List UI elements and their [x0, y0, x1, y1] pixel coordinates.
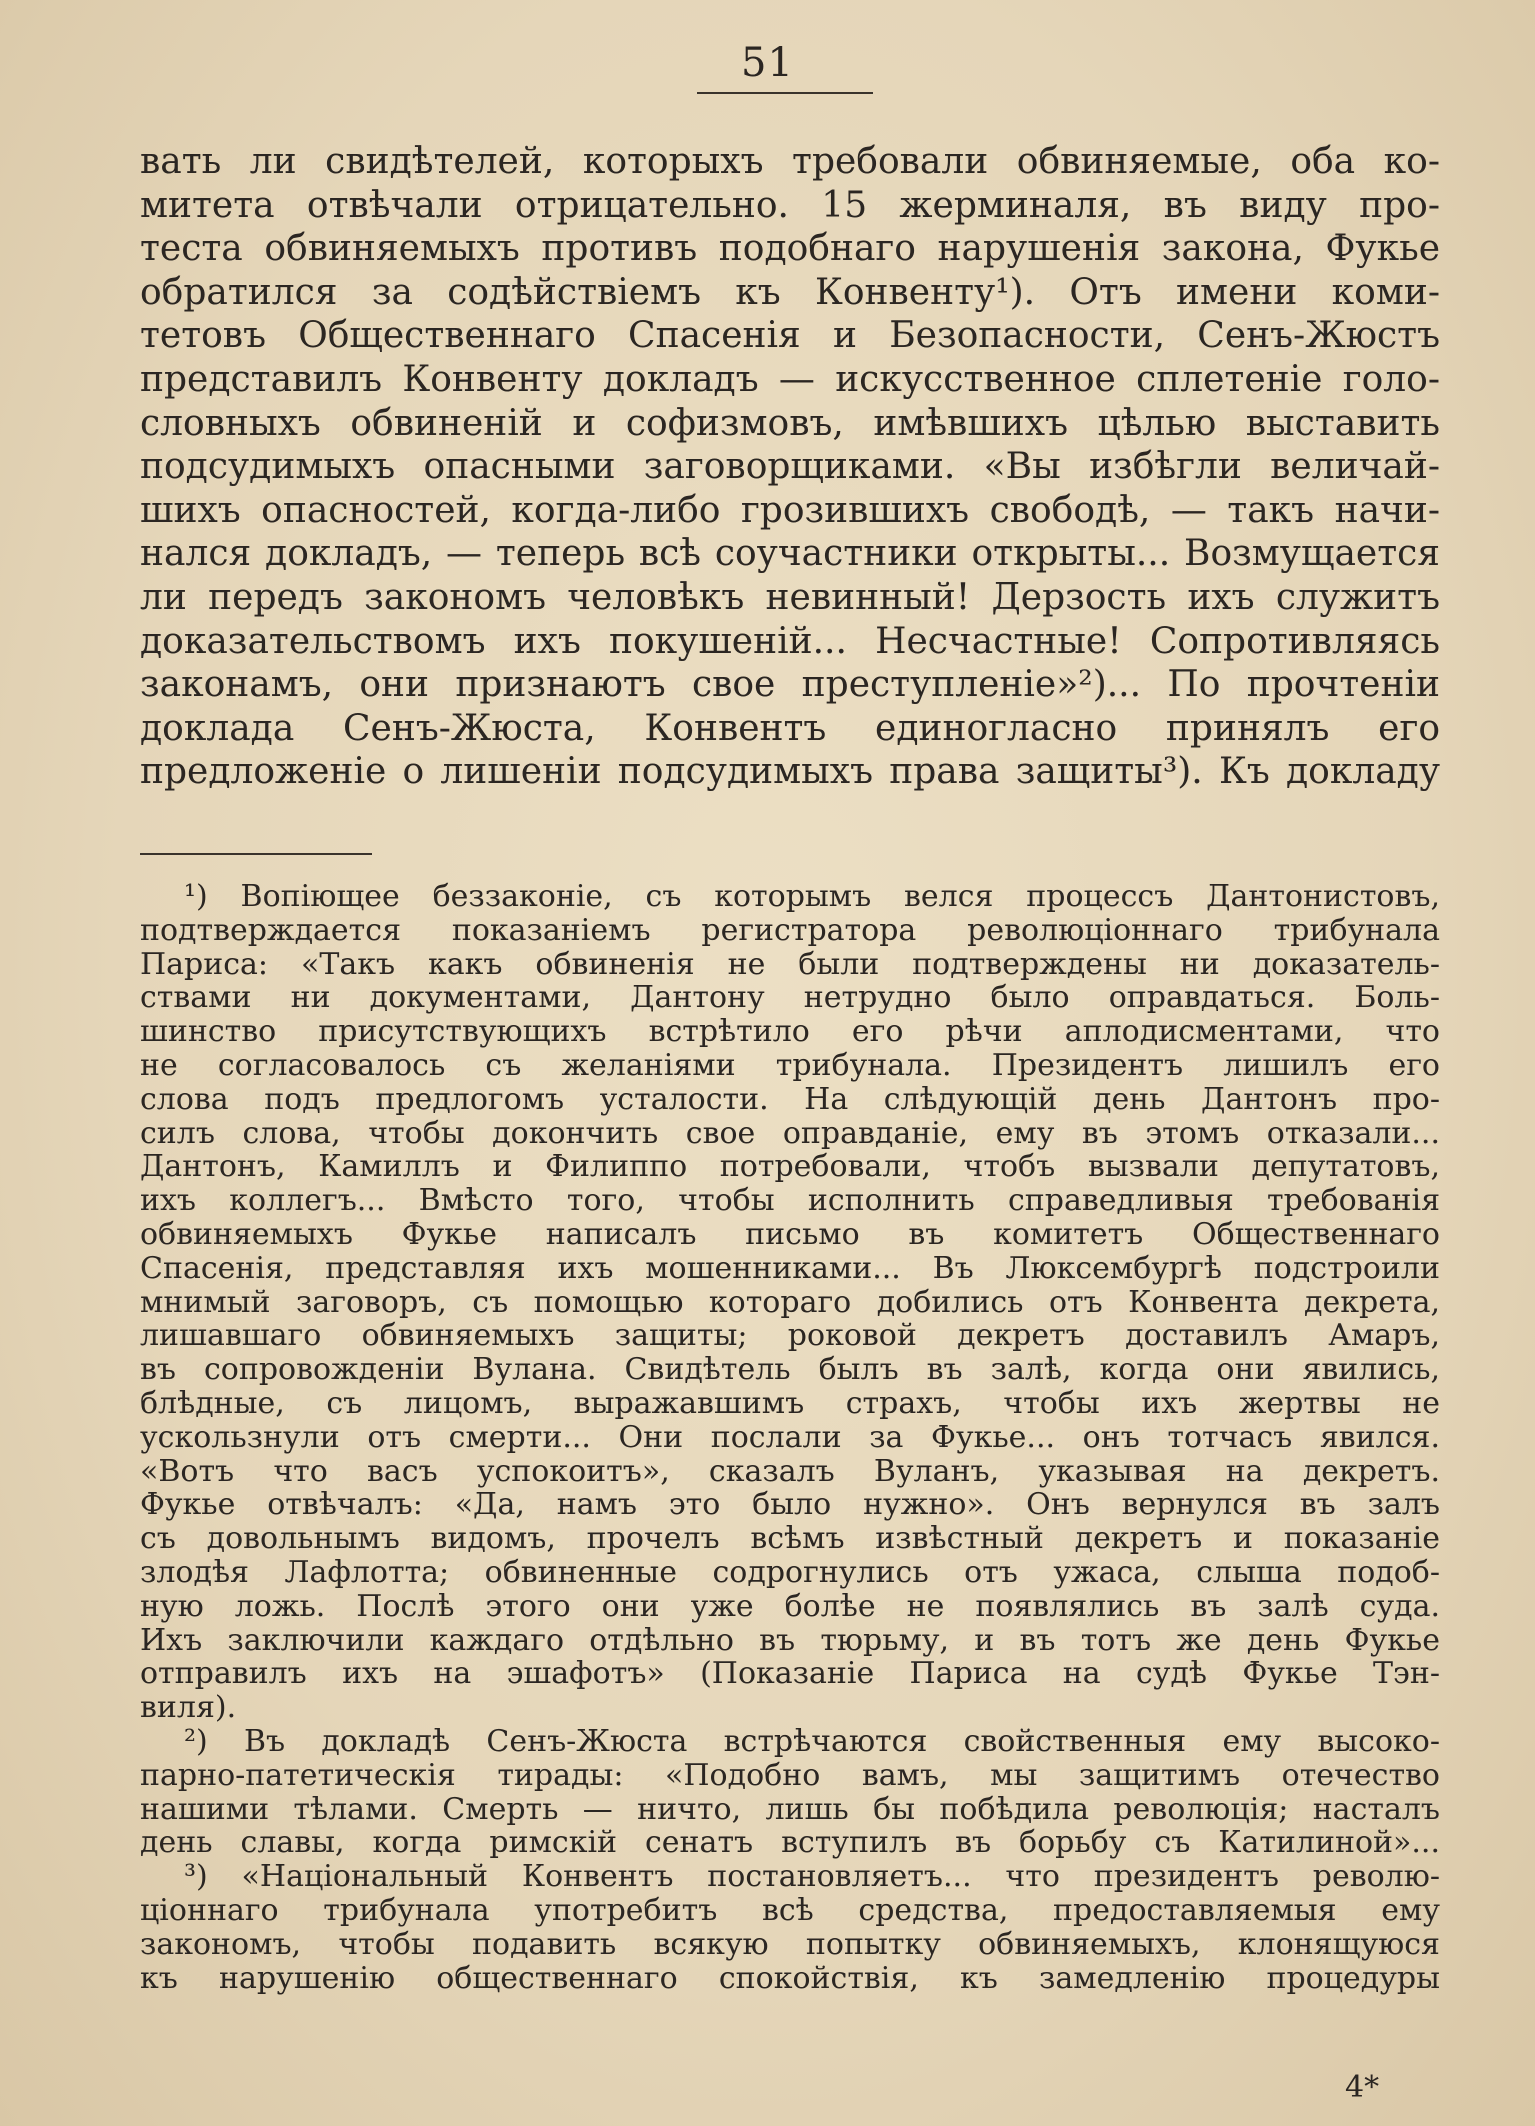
page-number-rule: [697, 92, 873, 94]
main-text-line: подсудимыхъ опасными заговорщиками. «Вы избѣгли величай-: [140, 446, 1440, 488]
page-number: 51: [741, 40, 794, 86]
footnote-line: Дантонъ, Камиллъ и Филиппо потребовали, чтобъ вызвали депутатовъ,: [140, 1149, 1440, 1185]
main-text-line: представилъ Конвенту докладъ — искусственное сплетеніе голо-: [140, 358, 1440, 400]
main-text-line: доклада Сенъ-Жюста, Конвентъ единогласно принялъ его: [140, 707, 1440, 749]
footnote-line: къ нарушенію общественнаго спокойствія, къ замедленію процедуры: [140, 1960, 1440, 1996]
footnote-line: мнимый заговоръ, съ помощью котораго добились отъ Конвента декрета,: [140, 1284, 1440, 1320]
main-text-line: тетовъ Общественнаго Спасенія и Безопасности, Сенъ-Жюстъ: [140, 315, 1440, 357]
footnote-line: силъ слова, чтобы докончить свое оправданіе, ему въ этомъ отказали...: [140, 1115, 1440, 1151]
footnote-line: ную ложь. Послѣ этого они уже болѣе не появлялись въ залѣ суда.: [140, 1588, 1440, 1624]
footnote-line: слова подъ предлогомъ усталости. На слѣдующій день Дантонъ про-: [140, 1081, 1440, 1117]
footnote-line: шинство присутствующихъ встрѣтило его рѣчи аплодисментами, что: [140, 1014, 1440, 1050]
main-text-line: нался докладъ, — теперь всѣ соучастники открыты... Возмущается: [140, 533, 1440, 575]
footnote-separator: [140, 853, 372, 855]
footnote-line: съ довольнымъ видомъ, прочелъ всѣмъ извѣстный декретъ и показаніе: [140, 1521, 1440, 1557]
main-text-line: обратился за содѣйствіемъ къ Конвенту¹). Отъ имени коми-: [140, 271, 1440, 313]
footnote-line: въ сопровожденіи Вулана. Свидѣтель былъ въ залѣ, когда они явились,: [140, 1352, 1440, 1388]
footnote-line: ¹) Вопіющее беззаконіе, съ которымъ велся процессъ Дантонистовъ,: [184, 879, 1440, 914]
main-text-line: шихъ опасностей, когда-либо грозившихъ свободѣ, — такъ начи-: [140, 489, 1440, 531]
main-text-line: законамъ, они признаютъ свое преступленіе»²)... По прочтеніи: [140, 664, 1440, 706]
footnote-line: Фукье отвѣчалъ: «Да, намъ это было нужно». Онъ вернулся въ залъ: [140, 1487, 1440, 1523]
footnote-line: ускользнули отъ смерти... Они послали за Фукье... онъ тотчасъ явился.: [140, 1419, 1440, 1455]
footnote-line: лишавшаго обвиняемыхъ защиты; роковой декретъ доставилъ Амаръ,: [140, 1318, 1440, 1354]
footnote-line: ціоннаго трибунала употребитъ всѣ средства, предоставляемыя ему: [140, 1892, 1440, 1928]
main-text-line: словныхъ обвиненій и софизмовъ, имѣвшихъ цѣлью выставить: [140, 402, 1440, 444]
footnote-line: нашими тѣлами. Смерть — ничто, лишь бы побѣдила революція; насталъ: [140, 1791, 1440, 1827]
footnote-line: не согласовалось съ желаніями трибунала. Президентъ лишилъ его: [140, 1047, 1440, 1083]
footnote-line: день славы, когда римскій сенатъ вступилъ въ борьбу съ Катилиной»...: [140, 1825, 1440, 1861]
footnote-line: блѣдные, съ лицомъ, выражавшимъ страхъ, чтобы ихъ жертвы не: [140, 1385, 1440, 1421]
main-text-line: ли передъ закономъ человѣкъ невинный! Дерзость ихъ служитъ: [140, 576, 1440, 618]
main-text-block: [140, 140, 1440, 794]
signature-mark: 4*: [1345, 2070, 1380, 2105]
footnote-line: злодѣя Лафлотта; обвиненные содрогнулись отъ ужаса, слыша подоб-: [140, 1554, 1440, 1590]
main-text-line: доказательствомъ ихъ покушеній... Несчастные! Сопротивляясь: [140, 620, 1440, 662]
footnote-line: Спасенія, представляя ихъ мошенниками... Въ Люксембургѣ подстроили: [140, 1250, 1440, 1286]
main-text-line: предложеніе о лишеніи подсудимыхъ права защиты³). Къ докладу: [140, 751, 1440, 793]
footnote-line: парно-патетическія тирады: «Подобно вамъ, мы защитимъ отечество: [140, 1757, 1440, 1793]
footnote-line: ³) «Національный Конвентъ постановляетъ... что президентъ револю-: [184, 1859, 1440, 1895]
main-text-line: вать ли свидѣтелей, которыхъ требовали обвиняемые, оба ко-: [140, 141, 1440, 182]
footnote-line: подтверждается показаніемъ регистратора революціоннаго трибунала: [140, 912, 1440, 948]
footnote-line: ствами ни документами, Дантону нетрудно было оправдаться. Боль-: [140, 980, 1440, 1016]
main-text-line: митета отвѣчали отрицательно. 15 жерминаля, въ виду про-: [140, 184, 1440, 226]
footnote-line: отправилъ ихъ на эшафотъ» (Показаніе Париса на судѣ Фукье Тэн-: [140, 1656, 1440, 1692]
main-text-line: теста обвиняемыхъ противъ подобнаго нарушенія закона, Фукье: [140, 228, 1440, 270]
footnote-line: виля).: [140, 1690, 237, 1726]
footnote-line: Париса: «Такъ какъ обвиненія не были подтверждены ни доказатель-: [140, 946, 1440, 982]
footnotes-block: [140, 880, 1440, 1995]
footnote-line: ²) Въ докладѣ Сенъ-Жюста встрѣчаются свойственныя ему высоко-: [184, 1723, 1440, 1759]
footnote-line: Ихъ заключили каждаго отдѣльно въ тюрьму, и въ тотъ же день Фукье: [140, 1622, 1440, 1658]
footnote-line: «Вотъ что васъ успокоитъ», сказалъ Вуланъ, указывая на декретъ.: [140, 1453, 1440, 1489]
footnote-line: ихъ коллегъ... Вмѣсто того, чтобы исполнить справедливыя требованія: [140, 1183, 1440, 1219]
footnote-line: закономъ, чтобы подавить всякую попытку обвиняемыхъ, клонящуюся: [140, 1926, 1440, 1962]
footnote-line: обвиняемыхъ Фукье написалъ письмо въ комитетъ Общественнаго: [140, 1216, 1440, 1252]
